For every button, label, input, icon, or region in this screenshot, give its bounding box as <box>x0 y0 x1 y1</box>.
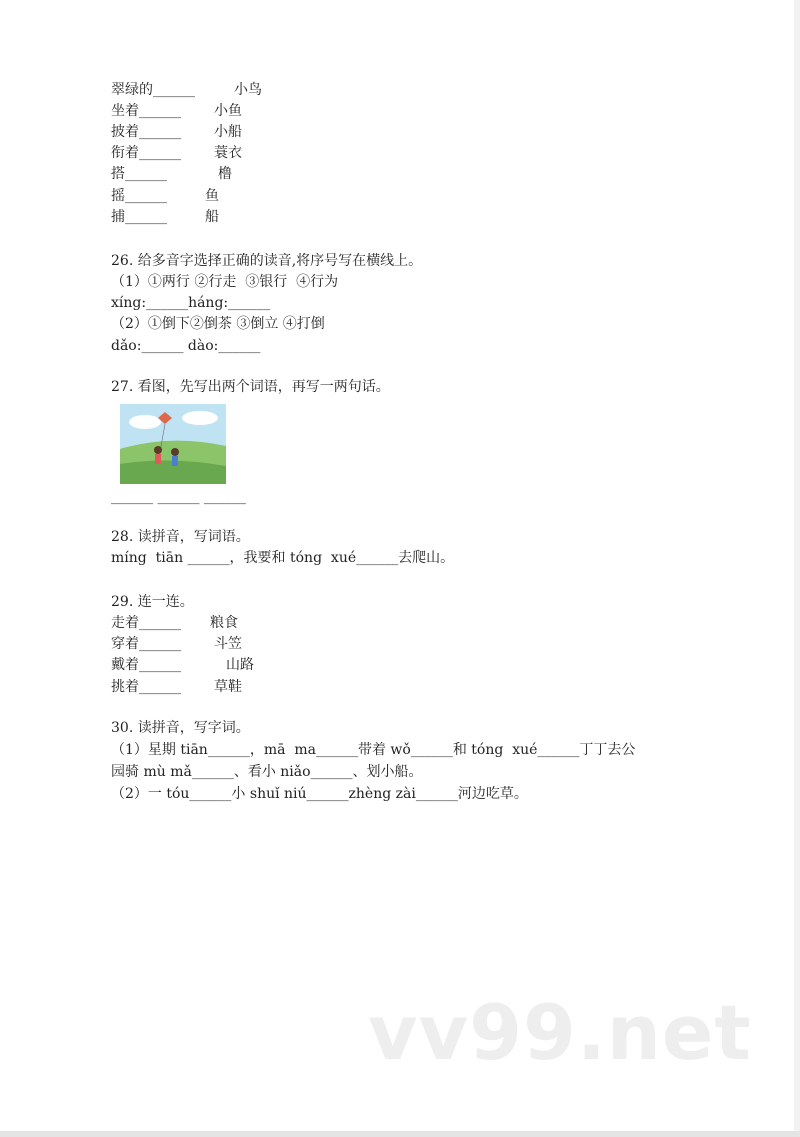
question-line: （2）①倒下②倒茶 ③倒立 ④打倒 <box>111 316 325 332</box>
match-left: 捕______ <box>111 209 167 225</box>
page-bottom-border <box>0 1131 800 1137</box>
question-line: （2）一 tóu______小 shuǐ niú______zhèng zài______河边吃草。 <box>111 786 528 802</box>
match-right: 船 <box>205 209 219 225</box>
question-line: dǎo:______ dào:______ <box>111 338 261 354</box>
match-right: 小船 <box>214 124 242 140</box>
match-left: 戴着______ <box>111 657 181 673</box>
match-left: 摇______ <box>111 188 167 204</box>
match-right: 小鱼 <box>214 103 242 119</box>
question-line: xíng:______háng:______ <box>111 295 271 311</box>
question-title: 30. 读拼音，写字词。 <box>111 720 250 736</box>
answer-blanks: ______ ______ ______ <box>111 489 246 505</box>
match-left: 坐着______ <box>111 103 181 119</box>
page-edge <box>794 0 800 1137</box>
match-left: 衔着______ <box>111 145 181 161</box>
question-line: míng tiān ______，我要和 tóng xué______去爬山。 <box>111 550 455 566</box>
match-right: 小鸟 <box>234 82 262 98</box>
question-title: 26. 给多音字选择正确的读音,将序号写在横线上。 <box>111 253 423 269</box>
question-title: 29. 连一连。 <box>111 594 194 610</box>
match-left: 翠绿的______ <box>111 82 195 98</box>
match-left: 搭______ <box>111 166 167 182</box>
match-left: 走着______ <box>111 615 181 631</box>
match-right: 斗笠 <box>214 636 242 652</box>
question-line: （1）星期 tiān______，mā ma______带着 wǒ______和 tóng xué______丁丁去公 <box>111 742 636 758</box>
match-left: 披着______ <box>111 124 181 140</box>
match-right: 山路 <box>226 657 254 673</box>
match-left: 穿着______ <box>111 636 181 652</box>
match-right: 粮食 <box>210 615 238 631</box>
question-line: （1）①两行 ②行走 ③银行 ④行为 <box>111 274 339 290</box>
question-line: 园骑 mù mǎ______、看小 niǎo______、划小船。 <box>111 764 423 780</box>
watermark: vv99.net <box>368 988 752 1077</box>
match-right: 橹 <box>218 166 232 182</box>
match-left: 挑着______ <box>111 679 181 695</box>
match-right: 鱼 <box>205 188 219 204</box>
match-right: 草鞋 <box>214 679 242 695</box>
question-title: 28. 读拼音，写词语。 <box>111 529 250 545</box>
question-title: 27. 看图，先写出两个词语，再写一两句话。 <box>111 379 390 395</box>
children-kite-illustration <box>120 404 226 484</box>
match-right: 蓑衣 <box>214 145 242 161</box>
